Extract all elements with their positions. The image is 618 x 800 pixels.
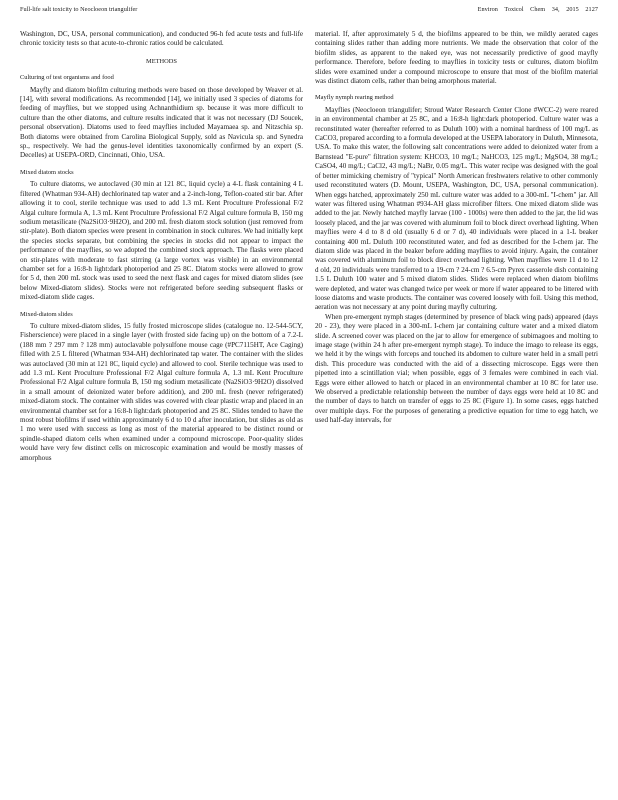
paragraph-mixed-diatom-stocks: To culture diatoms, we autoclaved (30 min at 121 8C, liquid cycle) a 4-L flask containing 4 L filtered (Whatman 934-AH) dechlorinated tap water and a 2-inch-long, Teflon-coated stir bar. After allowing it to cool, sterile technique was used to add 1.3 mL Kent Proculture Professional F/2 Algal culture formula A, 1.3 mL Kent Proculture Professional F/2 Algal culture formula B, 150 mg sodium metasilicate (Na2SiO3·9H2O), and 200 mL fresh diatom stock solution (just removed from stir-plate). Both diatom species were present in combination in stock cultures. We had initially kept the species stocks separate, but combining the species in stocks did not appear to impact the performance of the mayflies, so we adopted the combined stock approach. The flasks were placed on stir-plates with moderate to fast stirring (a large vortex was visible) in an environmental chamber set for a 16:8-h light:dark photoperiod and 25 8C. Diatom stocks were allowed to grow for 5 d, then 200 mL stock was used to seed the next flask and cages for mixed diatom slides (see below Mixed-diatom slides). Stocks were not refrigerated before seeding subsequent flasks or mixed-diatom slide cages. <box>20 180 303 302</box>
right-column <box>315 30 598 426</box>
section-heading-mixed-diatom-stocks: Mixed diatom stocks <box>20 168 74 176</box>
running-header <box>20 6 598 18</box>
section-heading-culturing: Culturing of test organisms and food <box>20 74 114 82</box>
methods-heading: METHODS <box>146 57 177 65</box>
intro-paragraph: Washington, DC, USA, personal communication), and conducted 96-h fed acute tests and full-life chronic toxicity tests so that acute-to-chronic ratios could be calculated. <box>20 30 303 48</box>
left-column <box>20 30 303 463</box>
section-heading-mixed-diatom-slides: Mixed-diatom slides <box>20 310 73 318</box>
running-header-citation: Environ Toxicol Chem 34, 2015 2127 <box>477 6 598 13</box>
running-header-title: Full-life salt toxicity to Neocloeon triangulifer <box>20 6 138 13</box>
continued-paragraph: material. If, after approximately 5 d, the biofilms appeared to be thin, we mildly aerated cages containing slides rather than adding more nutrients. We made the observation that color of the biofilm slides, as apparent to the naked eye, was not necessarily predictive of good mayfly performance. Therefore, before feeding to mayflies in toxicity tests or cultures, diatom biofilm slides were examined under a compound microscope to ensure that most of the biofilm material was distinct diatom cells, rather than being amorphous material. <box>315 30 598 86</box>
paragraph-mixed-diatom-slides: To culture mixed-diatom slides, 15 fully frosted microscope slides (catalogue no. 12-544-5CY, Fisherscience) were placed in a single layer (with frosted side facing up) on the bottom of a 7.2-L (188 mm ? 297 mm ? 128 mm) autoclavable polysulfone mouse cage (#PC7115HT, Ace Caging) filled with 2.5 L filtered (Whatman 934-AH) dechlorinated tap water. The container with the slides was autoclaved (30 min at 121 8C, liquid cycle) and allowed to cool. Sterile technique was used to add 1.3 mL Kent Proculture Professional F/2 Algal culture formula A, 1.3 mL Kent Proculture Professional F/2 Algal culture formula B, 150 mg sodium metasilicate (Na2SiO3·9H2O) dissolved in a small amount of deionized water before addition), and 200 mL fresh (never refrigerated) mixed-diatom stock. The container with slides was covered with clear plastic wrap and placed in an environmental chamber set for a 16:8-h light:dark photoperiod and 25 8C. Slides tended to have the most robust biofilms if used within approximately 6 d to 10 d after inoculation, but slides as old as 1 mo were used with success as long as most of the material appeared to be distinct round or spindle-shaped diatom cells when examined under a compound microscope. Poor-quality slides would have very few distinct cells on microscopic examination and would be mostly masses of amorphous <box>20 321 303 462</box>
section-heading-nymph-rearing: Mayfly nymph rearing method <box>315 94 394 102</box>
paragraph-culturing: Mayfly and diatom biofilm culturing methods were based on those developed by Weaver et al. [14], with several modifications. As recommended [14], we initially used 3 species of diatoms for feeding of mayflies, but we stopped using Achnanthidium sp. because it was more difficult to culture than the other diatoms, and culture results indicated that it was not necessary (DJ Soucek, personal observation). Diatoms used to feed mayflies included Mayamaea sp. and Nitzschia sp. Both diatoms were obtained from Carolina Biological Supply, sold as Navicula sp. and Synedra sp., respectively. We had the genus-level identities taxonomically confirmed by an expert (S. Decelles) at USEPA-ORD, Cincinnati, Ohio, USA. <box>20 85 303 160</box>
paragraph-nymph-rearing: Mayflies (Neocloeon triangulifer; Stroud Water Research Center Clone #WCC-2) were reared in an environmental chamber at 25 8C, and a 16:8-h light:dark photoperiod. Culture water was a reconstituted water (hereafter referred to as Duluth 100) with a nominal hardness of 100 mg/L as CaCO3, prepared according to a formula developed at the USEPA laboratory in Duluth, Minnesota, USA. To make this water, the following salt concentrations were added to deionized water from a Barnstead "E-pure" filtration system: KHCO3, 10 mg/L; NaHCO3, 125 mg/L; MgSO4, 38 mg/L; CaSO4, 40 mg/L; CaCl2, 43 mg/L; NaBr, 0.05 mg/L. This water recipe was designed with the goal of better mimicking chemistry of "typical" North American freshwaters relative to other commonly used reconstituted waters (D. Mount, USEPA, Washington, DC, USA, personal communication). When eggs hatched, approximately 250 mL culture water was added to a 300-mL "I-chem" jar. All water was filtered using Whatman #934-AH glass microfiber filters. One mixed diatom slide was added to the jar. Newly hatched mayfly larvae (100 - 1000s) were then added to the jar, the lid was loosely placed, and the jar was covered with aluminum foil to block direct overhead lighting. When mayflies were 4 d to 8 d old (usually 6 d or 7 d), 40 individuals were placed in a 1-L beaker containing 400 mL Duluth 100 reconstituted water, and fed as described for the I-chem jar. The diatom slide was placed in the beaker before adding mayflies to avoid injury. Again, the container was covered with aluminum foil to block direct overhead lighting. When mayflies were 11 d to 12 d old, 20 individuals were transferred to a 19-cm ? 24-cm ? 6.5-cm Pyrex casserole dish containing 1.5 L Duluth 100 water and 5 mixed diatom slides. Slides were replaced when diatom biofilms were depleted, and water was changed twice per week or more if water appeared to be littered with loose diatoms and waste products. The container was covered loosely with foil. Using this method, aeration was not necessary at any point during mayfly culturing. <box>315 105 598 312</box>
paragraph-pre-emergent: When pre-emergent nymph stages (determined by presence of black wing pads) appeared (days 20 - 23), they were placed in a 300-mL I-chem jar containing culture water and a mixed diatom slide. A screened cover was placed on the jar to allow for emergence of subimagoes and molting to image stage (within 24 h after pre-emergent nymph stage). To induce the imago to release its eggs, we held it by the wings with forceps and touched its abdomen to culture water held in a small petri dish. This procedure was conducted with the aid of a dissecting microscope. Eggs were then pipetted into a scintillation vial; when possible, eggs of 3 females were combined in each vial. Eggs were either allowed to hatch or placed in an environmental chamber at 10 8C for later use. We observed a predictable relationship between the number of days eggs were held at 10 8C and the number of days to hatch on transfer of eggs to 25 8C (Figure 1). In some cases, eggs hatched over multiple days. For the purposes of generating a predictive equation for time to egg hatch, we used half-day intervals, for <box>315 312 598 425</box>
